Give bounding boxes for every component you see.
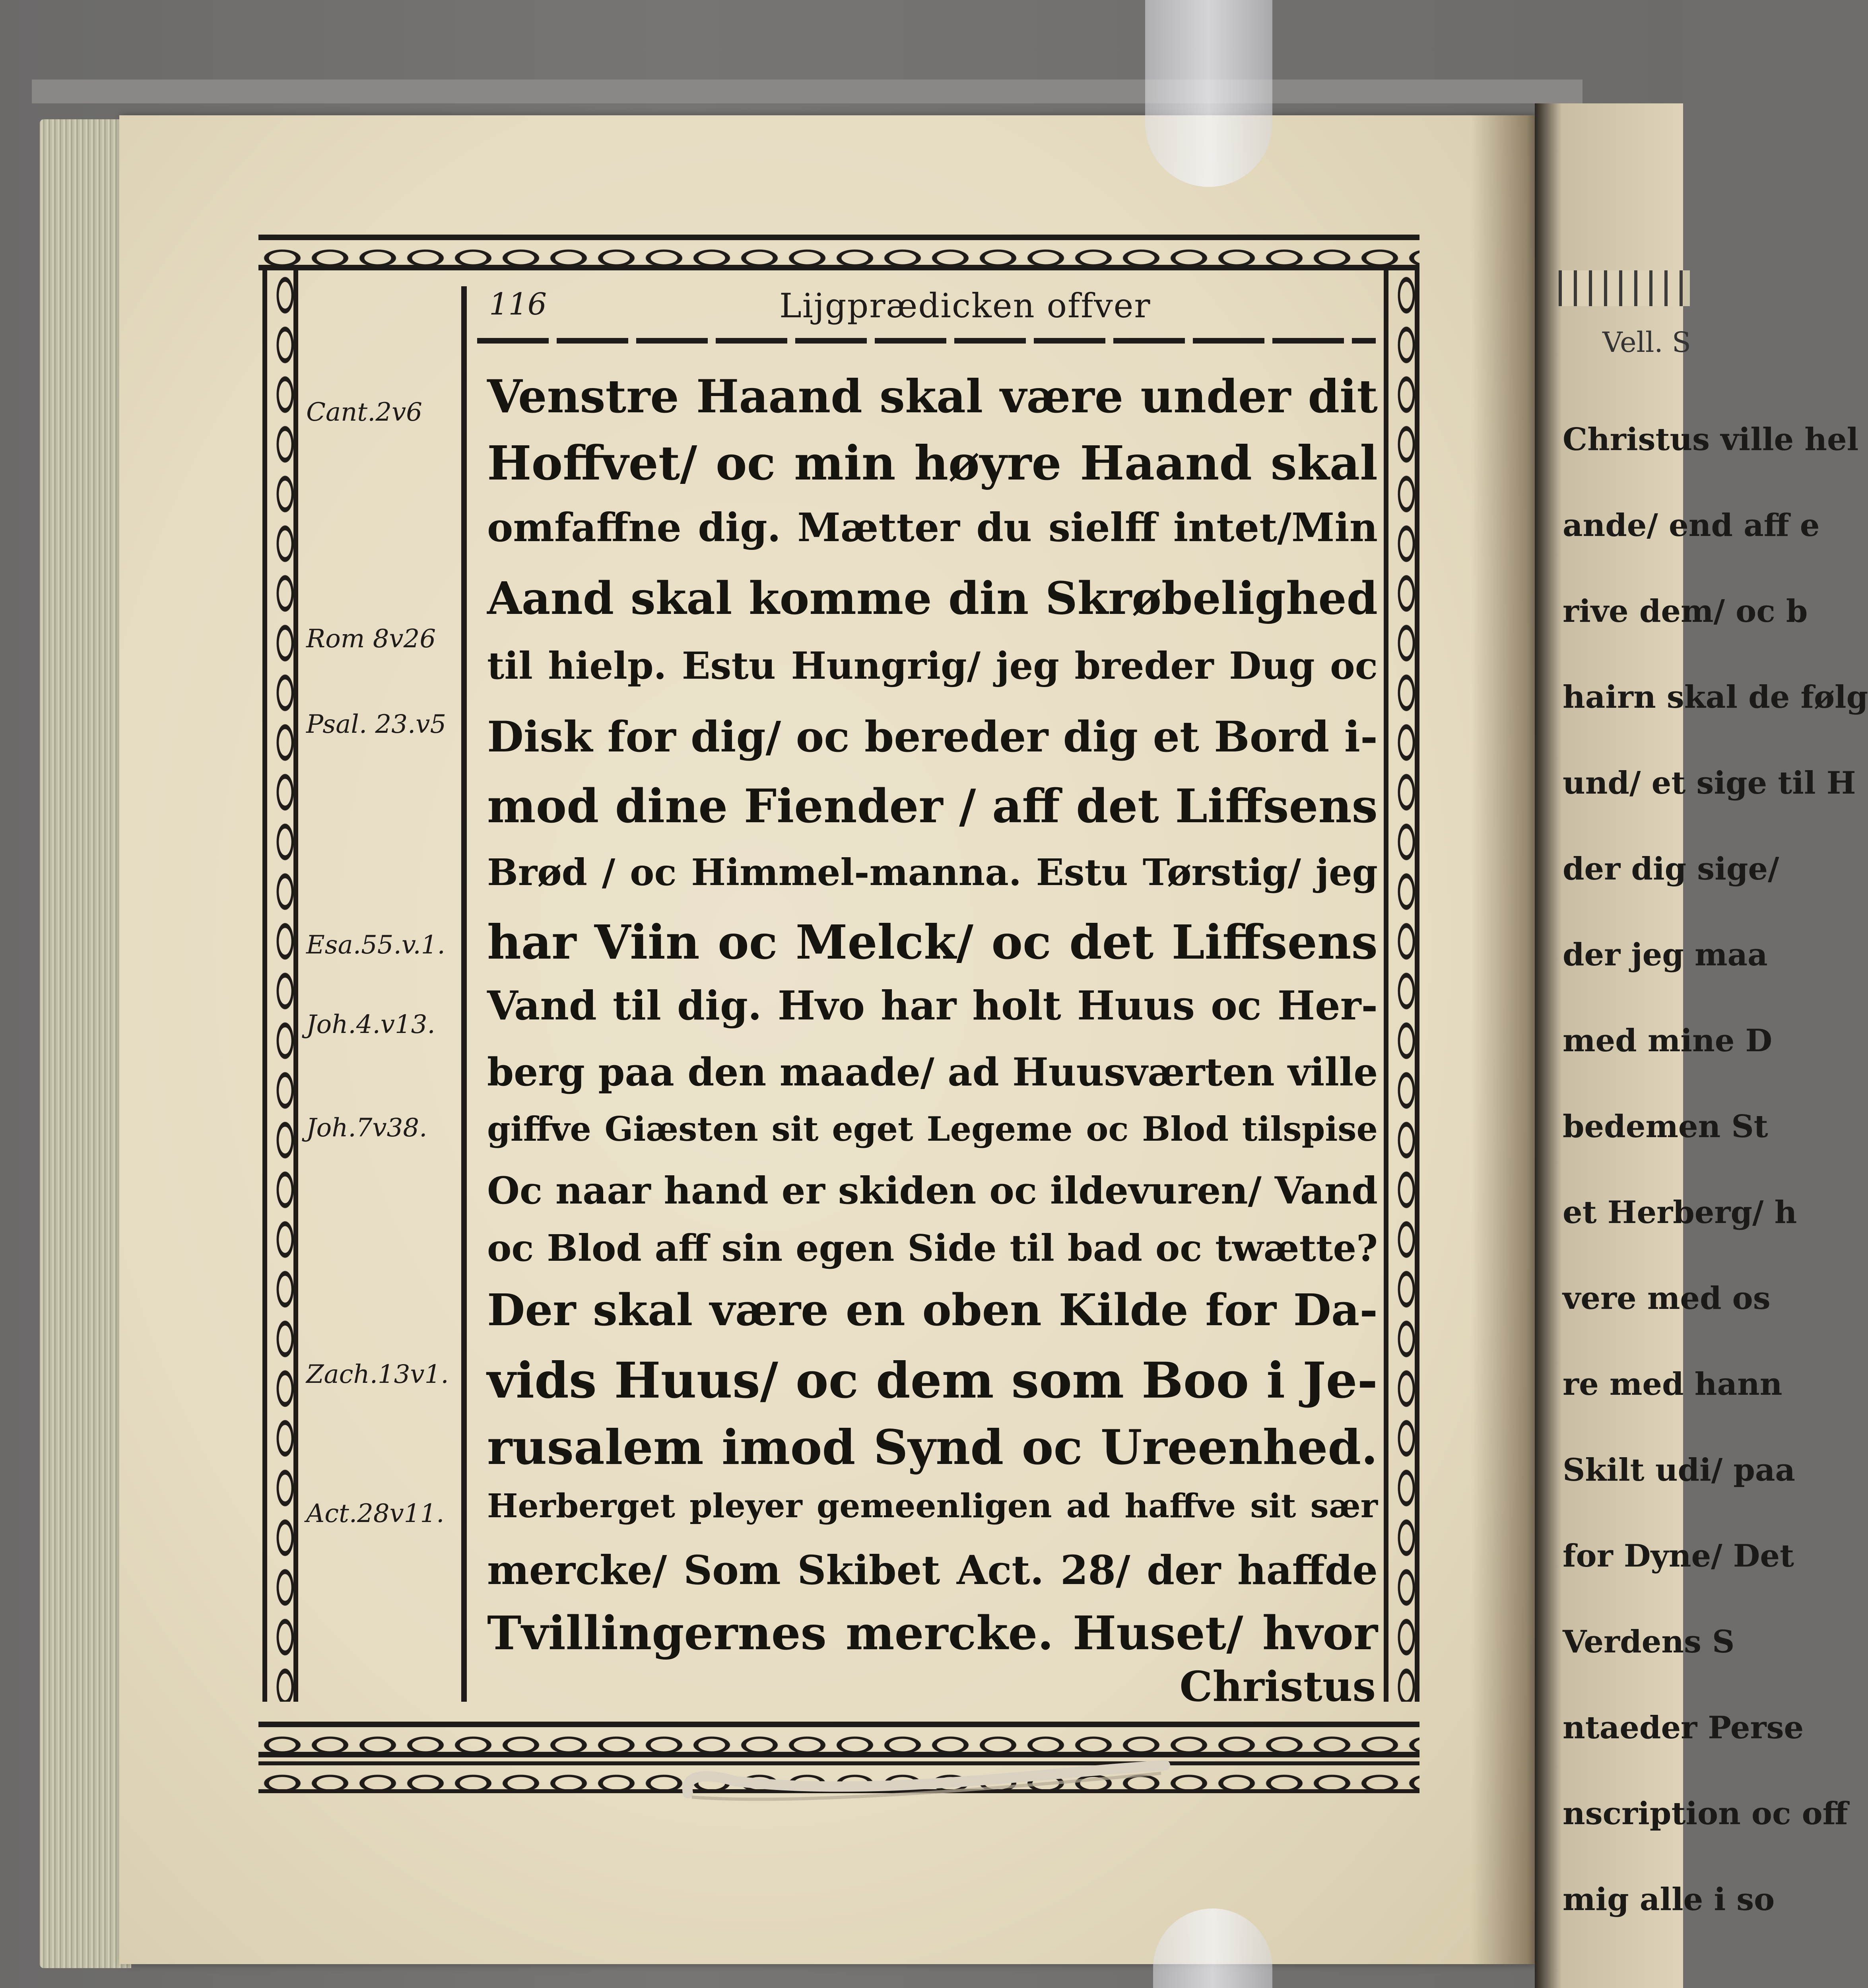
- body-line: Hoffvet/ oc min høyre Haand skal: [487, 435, 1378, 491]
- facing-text-line: vere med os: [1563, 1280, 1771, 1316]
- body-line: til hielp. Estu Hungrig/ jeg breder Dug oc: [487, 644, 1378, 688]
- body-line: Brød / oc Himmel-manna. Estu Tørstig/ jeg: [487, 851, 1378, 894]
- facing-running-title: Vell. S: [1602, 326, 1691, 359]
- facing-text-line: ande/ end aff e: [1563, 507, 1820, 544]
- margin-note: Zach.13v1.: [306, 1360, 449, 1389]
- ornament-border-right: [1384, 270, 1419, 1702]
- body-line: giffve Giæsten sit eget Legeme oc Blod tilspise: [487, 1109, 1378, 1149]
- ornament-border-left: [262, 270, 298, 1702]
- facing-text-line: mig alle i so: [1563, 1881, 1775, 1918]
- body-line: Oc naar hand er skiden oc ildevuren/ Vand: [487, 1169, 1378, 1213]
- page-number: 116: [489, 286, 547, 322]
- bookmark-string: [676, 1757, 1173, 1821]
- facing-text-line: for Dyne/ Det: [1563, 1538, 1794, 1574]
- body-line: vids Huus/ oc dem som Boo i Je-: [487, 1352, 1378, 1409]
- facing-text-line: rive dem/ oc b: [1563, 593, 1808, 629]
- margin-note: Joh.7v38.: [306, 1113, 427, 1143]
- body-line: omfaffne dig. Mætter du sielff intet/Min: [487, 505, 1378, 551]
- body-line: Aand skal komme din Skrøbelighed: [487, 573, 1378, 625]
- facing-text-line: Skilt udi/ paa: [1563, 1452, 1795, 1488]
- margin-note: Act.28v11.: [306, 1499, 445, 1528]
- facing-text-line: et Herberg/ h: [1563, 1194, 1797, 1231]
- body-line: Disk for dig/ oc bereder dig et Bord i-: [487, 712, 1378, 761]
- facing-text-line: bedemen St: [1563, 1109, 1768, 1145]
- body-line: mod dine Fiender / aff det Liffsens: [487, 779, 1378, 833]
- facing-text-line: med mine D: [1563, 1023, 1773, 1059]
- body-line: oc Blod aff sin egen Side til bad oc twætte?: [487, 1227, 1378, 1270]
- book-page-right: [1535, 103, 1868, 1988]
- header-rule: [477, 338, 1376, 344]
- facing-text-line: re med hann: [1563, 1366, 1783, 1402]
- margin-note: Psal. 23.v5: [306, 710, 447, 739]
- margin-note: Esa.55.v.1.: [306, 930, 445, 960]
- margin-divider-rule: [461, 286, 467, 1702]
- facing-ornament-top: [1559, 270, 1690, 306]
- facing-text-line: und/ et sige til H: [1563, 765, 1856, 801]
- margin-note: Joh.4.v13.: [306, 1010, 435, 1039]
- facing-text-line: der jeg maa: [1563, 937, 1768, 973]
- scanner-frame: [32, 80, 1583, 103]
- page-stack-edge: [40, 119, 131, 1968]
- facing-text-line: Verdens S: [1563, 1624, 1735, 1660]
- facing-text-line: der dig sige/: [1563, 851, 1779, 887]
- ornament-border-bottom: [258, 1722, 1419, 1757]
- catchword: Christus: [1179, 1662, 1376, 1711]
- body-line: Der skal være en oben Kilde for Da-: [487, 1284, 1378, 1336]
- body-line: Venstre Haand skal være under dit: [487, 370, 1378, 423]
- margin-note: Rom 8v26: [306, 624, 436, 654]
- running-title: Lijgprædicken offver: [779, 286, 1151, 325]
- body-line: berg paa den maade/ ad Huusværten ville: [487, 1050, 1378, 1095]
- facing-text-line: Christus ville hel: [1563, 421, 1859, 458]
- facing-text-line: ntaeder Perse: [1563, 1710, 1804, 1746]
- facing-text-line: nscription oc off: [1563, 1796, 1848, 1832]
- facing-text-line: hairn skal de følg: [1563, 679, 1868, 715]
- body-line: rusalem imod Synd oc Ureenhed.: [487, 1419, 1378, 1475]
- body-line: Herberget pleyer gemeenligen ad haffve sit sær: [487, 1487, 1378, 1525]
- body-line: mercke/ Som Skibet Act. 28/ der haffde: [487, 1547, 1378, 1594]
- body-line: Vand til dig. Hvo har holt Huus oc Her-: [487, 982, 1378, 1029]
- body-line: Tvillingernes mercke. Huset/ hvor: [487, 1606, 1378, 1660]
- margin-note: Cant.2v6: [306, 398, 422, 427]
- body-line: har Viin oc Melck/ oc det Liffsens: [487, 914, 1378, 970]
- ornament-border-top: [258, 235, 1419, 270]
- scanner-clamp-top: [1145, 0, 1272, 187]
- page-header: [477, 286, 1376, 330]
